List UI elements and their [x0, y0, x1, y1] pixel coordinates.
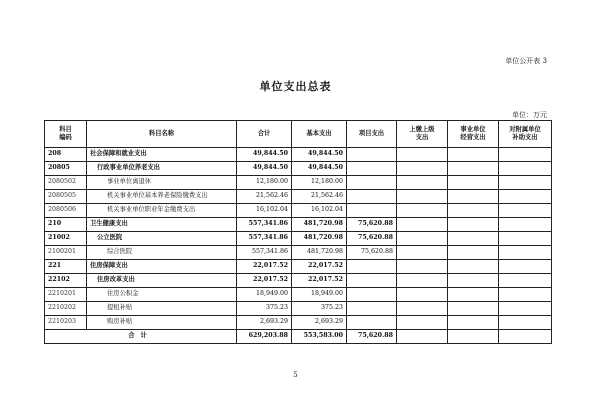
row-turnover	[397, 218, 448, 232]
row-project	[347, 190, 397, 204]
total-turnover	[397, 330, 448, 344]
total-project: 75,620.88	[347, 330, 397, 344]
row-business	[448, 232, 499, 246]
table-row	[45, 190, 552, 204]
row-project: 75,620.88	[347, 246, 397, 260]
row-total: 49,844.50	[237, 148, 292, 162]
row-code: 20805	[45, 162, 87, 176]
row-total: 22,017.52	[237, 274, 292, 288]
row-project	[347, 274, 397, 288]
row-turnover	[397, 176, 448, 190]
row-basic: 12,180.00	[292, 176, 347, 190]
row-business	[448, 204, 499, 218]
row-business	[448, 288, 499, 302]
row-total: 557,341.86	[237, 232, 292, 246]
row-project	[347, 316, 397, 330]
row-business	[448, 176, 499, 190]
row-business	[448, 246, 499, 260]
row-basic: 49,844.50	[292, 162, 347, 176]
row-code: 2080506	[45, 204, 87, 218]
header-basic: 基本支出	[292, 121, 347, 148]
row-name: 住房改革支出	[87, 274, 237, 288]
row-total: 49,844.50	[237, 162, 292, 176]
row-subsidy	[499, 302, 552, 316]
row-project	[347, 302, 397, 316]
table-row	[45, 302, 552, 316]
row-name: 公立医院	[87, 232, 237, 246]
row-business	[448, 316, 499, 330]
table-row	[45, 162, 552, 176]
row-business	[448, 260, 499, 274]
row-basic: 375.23	[292, 302, 347, 316]
row-project	[347, 260, 397, 274]
row-project: 75,620.88	[347, 232, 397, 246]
table-row	[45, 274, 552, 288]
header-total: 合计	[237, 121, 292, 148]
row-name: 住房公积金	[87, 288, 237, 302]
row-subsidy	[499, 190, 552, 204]
row-code: 208	[45, 148, 87, 162]
row-code: 2100201	[45, 246, 87, 260]
row-subsidy	[499, 162, 552, 176]
page-title: 单位支出总表	[259, 80, 332, 93]
row-turnover	[397, 246, 448, 260]
row-subsidy	[499, 288, 552, 302]
page-number: 5	[293, 371, 298, 379]
row-subsidy	[499, 148, 552, 162]
page-tag: 单位公开表 3	[505, 57, 547, 65]
row-business	[448, 302, 499, 316]
row-turnover	[397, 274, 448, 288]
table-row	[45, 204, 552, 218]
row-code: 22102	[45, 274, 87, 288]
row-name: 行政事业单位养老支出	[87, 162, 237, 176]
row-name: 提租补贴	[87, 302, 237, 316]
row-business	[448, 218, 499, 232]
row-code: 2210202	[45, 302, 87, 316]
row-basic: 18,949.00	[292, 288, 347, 302]
row-turnover	[397, 288, 448, 302]
row-subsidy	[499, 316, 552, 330]
table-row	[45, 260, 552, 274]
row-code: 2080505	[45, 190, 87, 204]
table-row	[45, 218, 552, 232]
total-row	[45, 330, 552, 344]
expenditure-table	[44, 120, 552, 344]
row-subsidy	[499, 274, 552, 288]
row-basic: 22,017.52	[292, 260, 347, 274]
row-subsidy	[499, 176, 552, 190]
row-turnover	[397, 316, 448, 330]
row-business	[448, 190, 499, 204]
table-row	[45, 232, 552, 246]
table-row	[45, 316, 552, 330]
row-total: 21,562.46	[237, 190, 292, 204]
row-name: 事业单位离退休	[87, 176, 237, 190]
row-code: 2080502	[45, 176, 87, 190]
row-basic: 16,102.04	[292, 204, 347, 218]
row-name: 机关事业单位基本养老保险缴费支出	[87, 190, 237, 204]
row-turnover	[397, 190, 448, 204]
row-code: 221	[45, 260, 87, 274]
row-project	[347, 148, 397, 162]
row-name: 综合医院	[87, 246, 237, 260]
table-row	[45, 176, 552, 190]
row-total: 375.23	[237, 302, 292, 316]
row-total: 2,693.29	[237, 316, 292, 330]
header-turnover: 上缴上级 支出	[397, 121, 448, 148]
total-label: 合计	[45, 330, 237, 344]
row-name: 卫生健康支出	[87, 218, 237, 232]
table-row	[45, 246, 552, 260]
row-total: 557,341.86	[237, 218, 292, 232]
row-total: 22,017.52	[237, 260, 292, 274]
row-turnover	[397, 148, 448, 162]
table-body	[45, 148, 552, 344]
total-amount: 629,203.88	[237, 330, 292, 344]
row-subsidy	[499, 232, 552, 246]
row-basic: 22,017.52	[292, 274, 347, 288]
row-total: 12,180.00	[237, 176, 292, 190]
row-business	[448, 148, 499, 162]
row-basic: 481,720.98	[292, 232, 347, 246]
table-header-row	[45, 121, 552, 148]
total-business	[448, 330, 499, 344]
row-project	[347, 288, 397, 302]
unit-label: 单位：万元	[512, 111, 547, 119]
row-basic: 481,720.98	[292, 246, 347, 260]
row-basic: 49,844.50	[292, 148, 347, 162]
header-subsidy: 对附属单位 补助支出	[499, 121, 552, 148]
row-code: 210	[45, 218, 87, 232]
total-basic: 553,583.00	[292, 330, 347, 344]
row-code: 2210203	[45, 316, 87, 330]
header-business: 事业单位 经营支出	[448, 121, 499, 148]
row-basic: 481,720.98	[292, 218, 347, 232]
header-code: 科目 编码	[45, 121, 87, 148]
row-subsidy	[499, 260, 552, 274]
table-row	[45, 148, 552, 162]
row-business	[448, 274, 499, 288]
table-row	[45, 288, 552, 302]
header-project: 项目支出	[347, 121, 397, 148]
row-code: 21002	[45, 232, 87, 246]
row-turnover	[397, 302, 448, 316]
row-name: 住房保障支出	[87, 260, 237, 274]
row-subsidy	[499, 204, 552, 218]
row-code: 2210201	[45, 288, 87, 302]
row-total: 18,949.00	[237, 288, 292, 302]
row-name: 机关事业单位职业年金缴费支出	[87, 204, 237, 218]
row-project	[347, 204, 397, 218]
row-business	[448, 162, 499, 176]
row-turnover	[397, 204, 448, 218]
row-project	[347, 162, 397, 176]
row-name: 购房补贴	[87, 316, 237, 330]
row-basic: 21,562.46	[292, 190, 347, 204]
row-subsidy	[499, 246, 552, 260]
total-subsidy	[499, 330, 552, 344]
row-subsidy	[499, 218, 552, 232]
row-project	[347, 176, 397, 190]
row-total: 16,102.04	[237, 204, 292, 218]
row-turnover	[397, 232, 448, 246]
row-project: 75,620.88	[347, 218, 397, 232]
row-name: 社会保障和就业支出	[87, 148, 237, 162]
row-total: 557,341.86	[237, 246, 292, 260]
row-basic: 2,693.29	[292, 316, 347, 330]
row-turnover	[397, 162, 448, 176]
row-turnover	[397, 260, 448, 274]
header-name: 科目名称	[87, 121, 237, 148]
